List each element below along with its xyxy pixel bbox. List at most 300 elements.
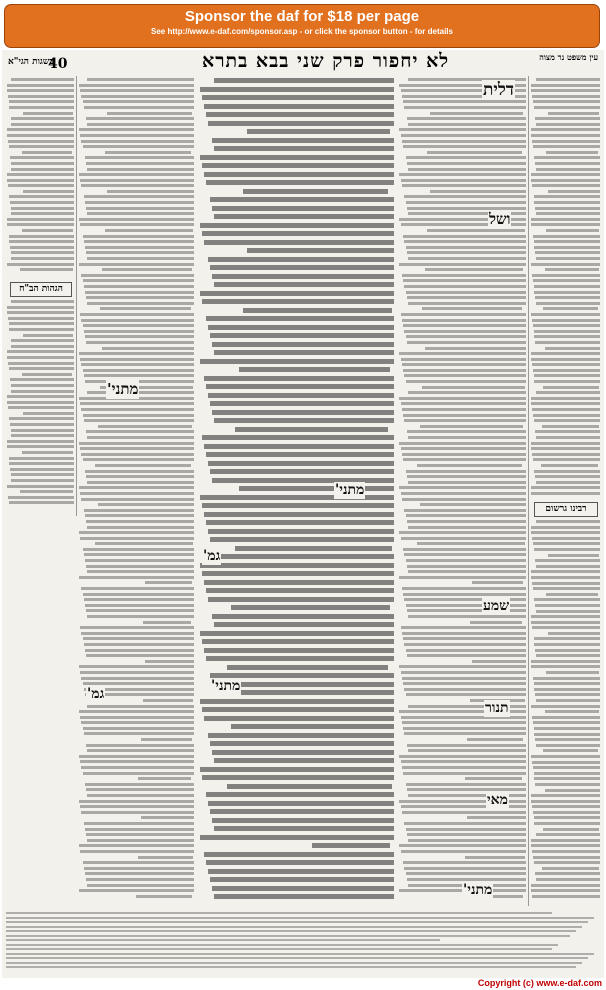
text-line	[204, 172, 394, 177]
text-line	[425, 268, 524, 271]
text-line	[8, 406, 74, 409]
text-line	[11, 251, 74, 254]
text-line	[247, 248, 394, 253]
heading-word: שמע	[483, 598, 510, 614]
text-line	[531, 576, 600, 579]
text-line	[79, 263, 194, 266]
text-line	[83, 682, 194, 685]
text-line	[542, 425, 599, 428]
text-line	[535, 649, 600, 652]
text-line	[532, 626, 600, 629]
text-line	[403, 637, 526, 640]
text-line	[79, 710, 194, 713]
text-line	[84, 732, 194, 735]
left-header: בשגות הגי"א	[8, 57, 54, 67]
text-line	[200, 223, 394, 228]
text-line	[399, 531, 526, 534]
text-line	[81, 95, 194, 98]
text-line	[545, 347, 600, 350]
text-line	[86, 520, 194, 523]
text-line	[403, 279, 526, 282]
text-line	[533, 145, 600, 148]
text-line	[534, 637, 601, 640]
text-line	[23, 112, 73, 115]
text-line	[548, 190, 601, 193]
text-line	[531, 352, 600, 355]
text-line	[399, 844, 526, 847]
text-line	[204, 104, 394, 109]
sponsor-banner[interactable]	[4, 4, 600, 48]
text-line	[200, 835, 394, 840]
text-line	[11, 78, 74, 81]
text-line	[467, 738, 523, 741]
text-line	[145, 581, 191, 584]
text-line	[7, 179, 74, 182]
text-line	[531, 358, 600, 361]
text-line	[546, 151, 598, 154]
text-line	[403, 727, 526, 730]
text-line	[534, 374, 601, 377]
text-line	[202, 95, 394, 100]
text-line	[138, 856, 193, 859]
heading-word: גמ'	[87, 686, 105, 702]
text-line	[81, 140, 194, 143]
text-line	[206, 860, 394, 865]
text-line	[408, 302, 526, 305]
text-line	[465, 856, 525, 859]
text-line	[84, 374, 194, 377]
text-line	[534, 772, 601, 775]
text-line	[536, 78, 600, 81]
text-line	[9, 235, 74, 238]
text-line	[247, 129, 390, 134]
text-line	[80, 760, 194, 763]
text-line	[534, 733, 600, 736]
text-line	[536, 833, 600, 836]
text-line	[214, 214, 394, 219]
text-line	[87, 212, 194, 215]
text-line	[422, 386, 524, 389]
text-line	[406, 201, 526, 204]
text-line	[200, 155, 394, 160]
text-line	[406, 649, 526, 652]
text-line	[534, 156, 600, 159]
text-line	[533, 414, 600, 417]
text-line	[535, 475, 600, 478]
text-line	[212, 138, 394, 143]
text-line	[7, 306, 74, 309]
text-line	[403, 548, 526, 551]
text-line	[404, 732, 526, 735]
text-line	[204, 852, 394, 857]
text-line	[79, 665, 194, 668]
text-line	[85, 649, 194, 652]
text-line	[534, 380, 600, 383]
text-line	[145, 660, 194, 663]
text-line	[536, 436, 600, 439]
text-line	[533, 677, 600, 680]
text-line	[467, 816, 526, 819]
text-line	[535, 207, 600, 210]
text-line	[200, 87, 394, 92]
text-line	[534, 598, 600, 601]
text-line	[535, 693, 600, 696]
text-line	[420, 425, 524, 428]
text-line	[210, 877, 394, 882]
text-line	[84, 195, 194, 198]
text-line	[535, 783, 600, 786]
text-line	[84, 285, 194, 288]
text-line	[533, 324, 600, 327]
footnotes-block	[6, 912, 600, 972]
text-line	[548, 632, 601, 635]
text-line	[406, 156, 526, 159]
text-line	[543, 386, 599, 389]
text-line	[11, 162, 74, 165]
text-line	[7, 311, 74, 314]
text-line	[532, 582, 600, 585]
text-line	[23, 412, 74, 415]
text-line	[212, 342, 394, 347]
text-line	[465, 777, 523, 780]
text-line	[85, 291, 194, 294]
text-line	[84, 598, 194, 601]
text-line	[208, 869, 394, 874]
text-line	[208, 393, 394, 398]
text-line	[533, 811, 600, 814]
text-line	[79, 218, 194, 221]
text-line	[531, 84, 600, 87]
text-line	[86, 207, 194, 210]
text-line	[83, 458, 194, 461]
text-line	[407, 654, 526, 657]
text-line	[214, 894, 394, 899]
hagahot-column	[6, 300, 74, 510]
text-line	[6, 944, 558, 946]
text-line	[83, 235, 194, 238]
text-line	[83, 637, 194, 640]
text-line	[206, 316, 394, 321]
text-line	[202, 435, 394, 440]
text-line	[402, 811, 526, 814]
text-line	[10, 246, 74, 249]
text-line	[6, 930, 576, 932]
page-number: 40	[48, 56, 68, 72]
text-line	[206, 656, 394, 661]
text-line	[6, 935, 570, 937]
text-line	[534, 330, 601, 333]
text-line	[11, 345, 74, 348]
text-line	[212, 614, 394, 619]
text-line	[534, 335, 600, 338]
text-line	[210, 537, 394, 542]
text-line	[407, 162, 526, 165]
text-line	[79, 442, 194, 445]
text-line	[143, 621, 191, 624]
text-line	[408, 436, 526, 439]
sponsor-headline: Sponsor the daf for $18 per page	[184, 8, 420, 25]
text-line	[403, 100, 526, 103]
text-line	[85, 201, 194, 204]
text-line	[235, 546, 392, 551]
text-line	[402, 632, 526, 635]
text-line	[7, 223, 74, 226]
text-line	[86, 744, 194, 747]
text-line	[403, 772, 526, 775]
text-line	[9, 322, 74, 325]
text-line	[417, 542, 525, 545]
text-line	[204, 376, 394, 381]
text-line	[79, 486, 194, 489]
text-line	[534, 816, 601, 819]
text-line	[7, 356, 74, 359]
text-line	[212, 206, 394, 211]
text-line	[214, 146, 394, 151]
text-line	[408, 257, 526, 260]
text-line	[534, 548, 601, 551]
text-line	[7, 128, 74, 131]
text-line	[533, 587, 600, 590]
text-line	[84, 822, 194, 825]
text-line	[535, 738, 600, 741]
talmud-page	[2, 50, 604, 978]
text-line	[8, 362, 74, 365]
text-line	[543, 749, 598, 752]
text-line	[85, 514, 194, 517]
text-line	[417, 464, 522, 467]
text-line	[85, 559, 194, 562]
text-line	[532, 95, 600, 98]
text-line	[532, 761, 600, 764]
text-line	[531, 218, 600, 221]
text-line	[84, 509, 194, 512]
text-line	[7, 445, 74, 448]
text-line	[534, 861, 601, 864]
text-line	[404, 374, 526, 377]
text-line	[401, 492, 526, 495]
text-line	[406, 470, 526, 473]
sponsor-subline[interactable]: See http://www.e-daf.com/sponsor.asp - or click the sponsor button - for details	[151, 27, 453, 36]
text-line	[8, 140, 74, 143]
text-line	[87, 168, 194, 171]
text-line	[80, 313, 194, 316]
text-line	[408, 168, 526, 171]
text-line	[235, 427, 388, 432]
text-line	[534, 201, 600, 204]
text-line	[531, 615, 600, 618]
text-line	[210, 265, 394, 270]
text-line	[534, 822, 600, 825]
text-line	[407, 296, 526, 299]
text-line	[407, 833, 526, 836]
text-line	[406, 783, 526, 786]
text-line	[531, 570, 600, 573]
text-line	[204, 580, 394, 585]
text-line	[531, 526, 600, 529]
text-line	[9, 328, 74, 331]
left-margin-column	[6, 78, 74, 278]
text-line	[535, 604, 600, 607]
text-line	[402, 184, 526, 187]
text-line	[536, 257, 600, 260]
text-line	[532, 850, 600, 853]
text-line	[531, 128, 600, 131]
text-line	[81, 766, 194, 769]
text-line	[210, 741, 394, 746]
text-line	[87, 705, 194, 708]
rabbeinu-gershom-column	[530, 520, 600, 905]
text-line	[532, 319, 600, 322]
text-line	[100, 307, 190, 310]
text-line	[202, 231, 394, 236]
text-line	[102, 347, 194, 350]
text-line	[206, 384, 394, 389]
text-line	[85, 156, 194, 159]
text-line	[533, 721, 600, 724]
text-line	[206, 180, 394, 185]
text-line	[536, 302, 600, 305]
text-line	[86, 565, 194, 568]
text-line	[81, 319, 194, 322]
text-line	[427, 151, 522, 154]
text-line	[531, 705, 600, 708]
heading-word: מתני'	[211, 678, 241, 694]
text-line	[80, 805, 194, 808]
text-line	[545, 268, 599, 271]
text-line	[403, 861, 526, 864]
text-line	[81, 184, 194, 187]
text-line	[406, 380, 526, 383]
text-line	[422, 307, 522, 310]
text-line	[408, 481, 526, 484]
text-line	[243, 189, 388, 194]
text-line	[83, 100, 194, 103]
text-line	[23, 334, 73, 337]
text-line	[408, 391, 526, 394]
text-line	[208, 461, 394, 466]
rashi-column	[398, 78, 526, 906]
text-line	[9, 100, 74, 103]
text-line	[399, 665, 526, 668]
text-line	[534, 195, 601, 198]
text-line	[6, 962, 582, 964]
text-line	[212, 750, 394, 755]
text-line	[531, 486, 600, 489]
text-line	[408, 839, 526, 842]
text-line	[107, 190, 194, 193]
text-line	[430, 190, 526, 193]
text-line	[10, 156, 74, 159]
text-line	[208, 529, 394, 534]
text-line	[7, 84, 74, 87]
text-line	[80, 89, 194, 92]
text-line	[531, 755, 600, 758]
text-line	[206, 520, 394, 525]
text-line	[81, 274, 194, 277]
text-line	[9, 367, 74, 370]
text-line	[85, 828, 194, 831]
text-line	[81, 811, 194, 814]
text-line	[7, 350, 74, 353]
text-line	[83, 414, 194, 417]
text-line	[141, 738, 192, 741]
text-line	[534, 291, 600, 294]
text-line	[401, 850, 526, 853]
text-line	[87, 526, 194, 529]
text-line	[531, 531, 600, 534]
text-line	[401, 179, 526, 182]
text-line	[81, 363, 194, 366]
text-line	[532, 184, 600, 187]
text-line	[532, 805, 600, 808]
text-line	[404, 643, 526, 646]
text-line	[81, 498, 194, 501]
text-line	[81, 632, 194, 635]
text-line	[532, 453, 600, 456]
text-line	[206, 452, 394, 457]
ein-mishpat-column	[530, 78, 600, 498]
text-line	[427, 229, 524, 232]
text-line	[407, 878, 526, 881]
running-title: לא יחפור פרק שני בבא בתרא	[202, 50, 450, 72]
text-line	[7, 263, 74, 266]
text-line	[536, 744, 600, 747]
text-line	[546, 229, 599, 232]
text-line	[407, 744, 526, 747]
text-line	[543, 828, 599, 831]
text-line	[84, 330, 194, 333]
text-line	[531, 844, 600, 847]
text-line	[212, 410, 394, 415]
text-line	[87, 884, 194, 887]
text-line	[404, 688, 526, 691]
text-line	[535, 430, 600, 433]
text-line	[9, 240, 74, 243]
text-line	[202, 707, 394, 712]
text-line	[531, 889, 600, 892]
text-line	[85, 246, 194, 249]
text-line	[214, 78, 394, 83]
text-line	[231, 605, 390, 610]
text-line	[206, 588, 394, 593]
text-line	[87, 570, 194, 573]
text-line	[536, 654, 600, 657]
text-line	[9, 145, 74, 148]
text-line	[399, 397, 526, 400]
text-line	[208, 597, 394, 602]
text-line	[79, 800, 194, 803]
text-line	[204, 648, 394, 653]
text-line	[546, 671, 599, 674]
text-line	[536, 699, 600, 702]
text-line	[408, 123, 526, 126]
text-line	[85, 335, 194, 338]
text-line	[404, 822, 526, 825]
text-line	[208, 257, 394, 262]
left-section-label: הגהות הב"ח	[10, 282, 72, 297]
text-line	[7, 401, 74, 404]
text-line	[404, 330, 526, 333]
text-line	[204, 240, 394, 245]
text-line	[404, 106, 526, 109]
text-line	[534, 246, 600, 249]
text-line	[534, 688, 600, 691]
text-line	[533, 279, 600, 282]
text-line	[399, 173, 526, 176]
text-line	[11, 384, 74, 387]
text-line	[531, 884, 600, 887]
text-line	[402, 140, 526, 143]
